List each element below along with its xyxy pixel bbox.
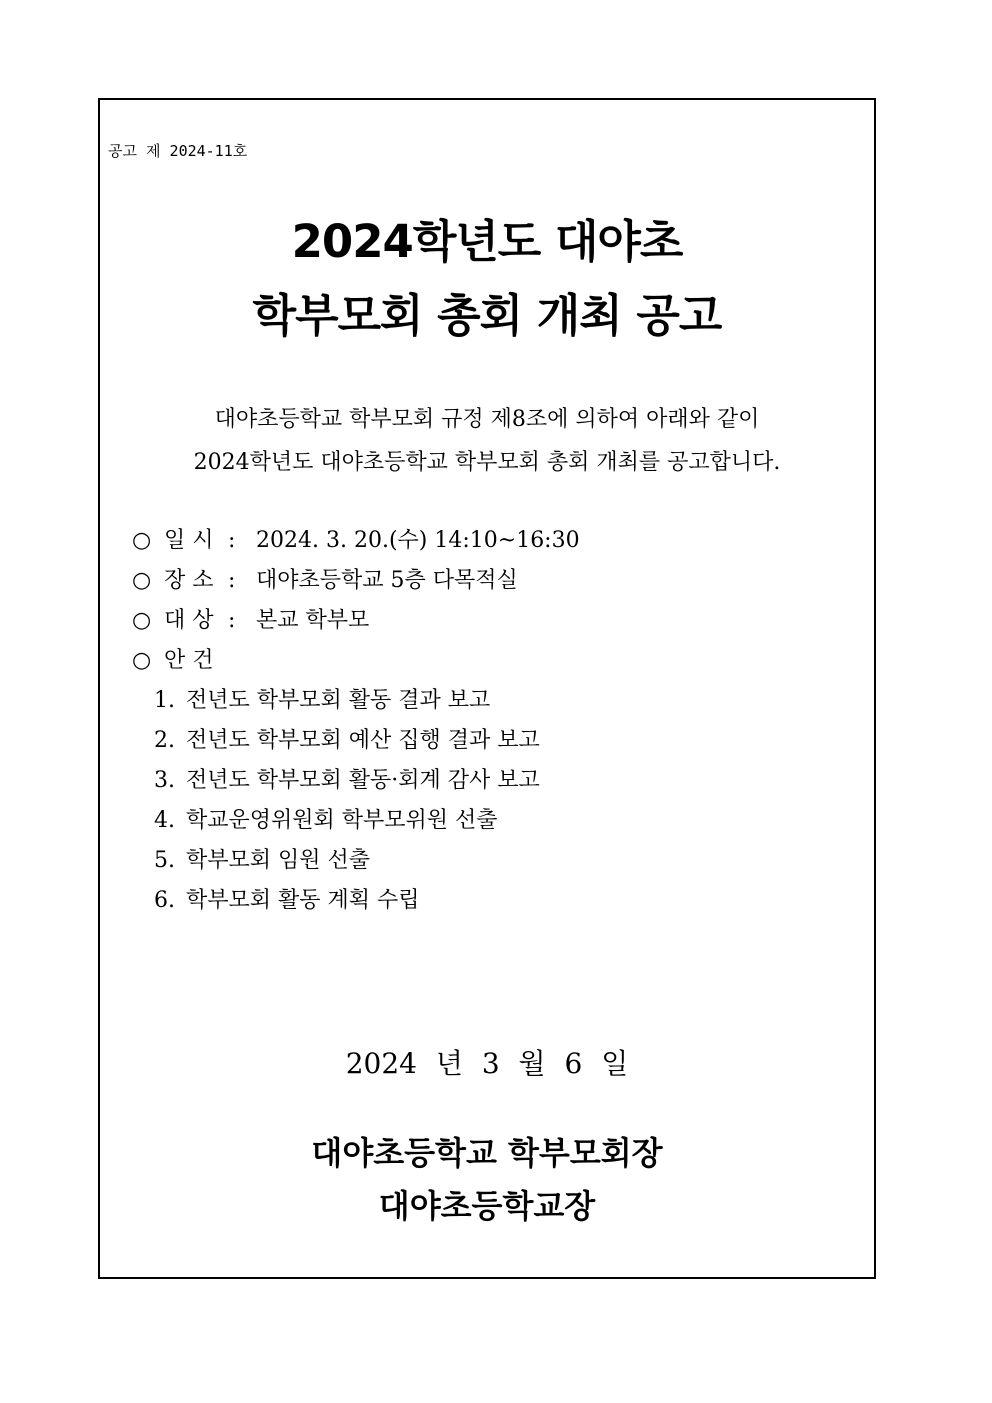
detail-value: 본교 학부모 [256, 608, 370, 633]
agenda-text: 전년도 학부모회 예산 집행 결과 보고 [186, 728, 540, 753]
detail-value: 2024. 3. 20.(수) 14:10~16:30 [256, 528, 580, 553]
agenda-number: 4. [154, 808, 175, 833]
agenda-item [154, 844, 370, 878]
circle-bullet-icon: ○ [132, 528, 152, 553]
detail-key: 일 시 [164, 528, 214, 553]
detail-value: 대야초등학교 5층 다목적실 [256, 568, 518, 593]
detail-separator: : [228, 528, 236, 553]
agenda-number: 5. [154, 848, 175, 873]
agenda-number: 3. [154, 768, 175, 793]
agenda-text: 전년도 학부모회 활동 결과 보고 [186, 688, 491, 713]
agenda-item [154, 724, 540, 758]
agenda-item [154, 884, 420, 918]
agenda-number: 6. [154, 888, 175, 913]
detail-key: 대 상 [164, 608, 214, 633]
agenda-number: 2. [154, 728, 175, 753]
title-line-1: 2024학년도 대야초 [291, 215, 683, 268]
circle-bullet-icon: ○ [132, 608, 152, 633]
circle-bullet-icon: ○ [132, 648, 152, 673]
agenda-text: 학교운영위원회 학부모위원 선출 [186, 808, 498, 833]
detail-key: 장 소 [164, 568, 214, 593]
agenda-item [154, 804, 498, 838]
signature-line-1: 대야초등학교 학부모회장 [311, 1134, 663, 1172]
detail-place [132, 564, 518, 598]
circle-bullet-icon: ○ [132, 568, 152, 593]
detail-separator: : [228, 568, 236, 593]
agenda-item [154, 764, 540, 798]
detail-agenda-heading [132, 644, 228, 678]
agenda-text: 학부모회 활동 계획 수립 [186, 888, 420, 913]
intro-line-1: 대야초등학교 학부모회 규정 제8조에 의하여 아래와 같이 [214, 407, 760, 432]
agenda-text: 전년도 학부모회 활동·회계 감사 보고 [186, 768, 540, 793]
notice-date: 2024 년 3 월 6 일 [345, 1047, 629, 1080]
notice-number: 공고 제 2024-11호 [108, 142, 248, 160]
detail-datetime [132, 524, 580, 558]
detail-key: 안 건 [164, 648, 214, 673]
title-line-2: 학부모회 총회 개최 공고 [252, 289, 722, 342]
agenda-text: 학부모회 임원 선출 [186, 848, 371, 873]
intro-line-2: 2024학년도 대야초등학교 학부모회 총회 개최를 공고합니다. [193, 450, 781, 475]
detail-separator: : [228, 608, 236, 633]
agenda-item [154, 684, 490, 718]
agenda-number: 1. [154, 688, 175, 713]
signature-line-2: 대야초등학교장 [378, 1187, 596, 1225]
detail-target [132, 604, 369, 638]
